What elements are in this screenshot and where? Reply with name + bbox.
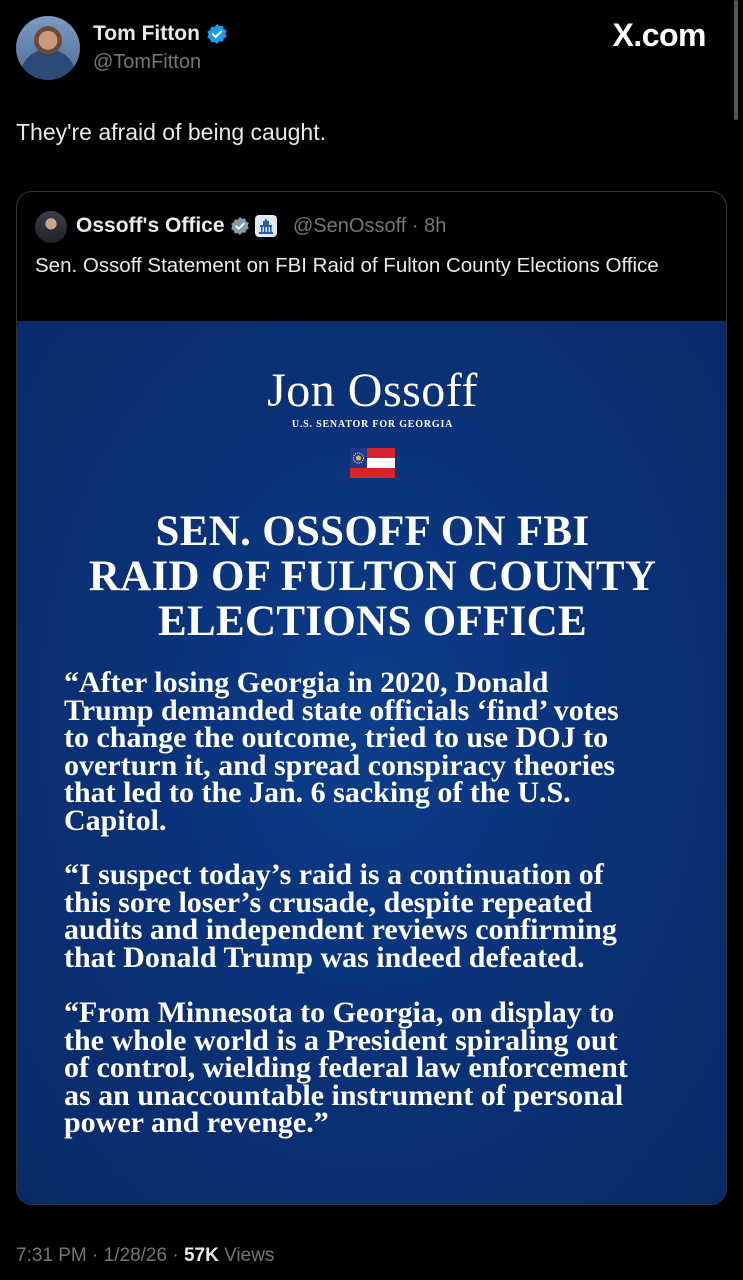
paragraph-line: as an unaccountable instrument of personal [64,1078,624,1112]
meta-separator: · [411,215,419,237]
quoted-meta [293,215,446,238]
author-handle[interactable]: @TomFitton [93,51,202,73]
quoted-tweet-card[interactable] [16,191,727,1205]
meta-separator: · [92,1245,99,1266]
headline-line: RAID OF FULTON COUNTY [88,553,657,600]
quoted-handle[interactable]: @SenOssoff [293,215,407,237]
senator-logo-subtitle: U.S. SENATOR FOR GEORGIA [291,419,454,430]
author-name-text: Tom Fitton [93,22,200,45]
statement-paragraph [64,666,694,837]
quoted-author-name[interactable] [76,214,277,238]
meta-separator: · [172,1245,179,1266]
senator-logo-name: Jon Ossoff [267,364,478,417]
headline-line: ELECTIONS OFFICE [158,598,587,645]
tweet-text: They're afraid of being caught. [16,119,326,145]
paragraph-line: overturn it, and spread conspiracy theories [64,748,616,782]
quoted-age[interactable]: 8h [424,215,447,237]
quoted-text: Sen. Ossoff Statement on FBI Raid of Fulton County Elections Office [35,254,659,277]
scrollbar[interactable] [734,0,738,120]
views-count: 57K [183,1245,219,1266]
paragraph-line: “After losing Georgia in 2020, Donald [64,666,549,699]
statement-headline [17,509,727,644]
author-name[interactable] [93,22,228,46]
statement-paragraph [64,858,694,974]
tweet-time[interactable]: 7:31 PM [16,1245,87,1266]
headline-line: SEN. OSSOFF ON FBI [155,508,590,555]
capitol-affiliation-icon [255,215,277,237]
quoted-author-avatar[interactable] [35,211,67,243]
paragraph-line: audits and independent reviews confirming [64,913,617,946]
quoted-author-name-text: Ossoff's Office [76,214,225,237]
paragraph-line: that led to the Jan. 6 sacking of the U.S. [64,776,571,809]
verified-badge-icon [206,23,228,45]
statement-image[interactable] [17,321,727,1205]
paragraph-line: “I suspect today’s raid is a continuation of [64,858,604,891]
site-logo: X.com [612,17,706,53]
paragraph-line: Trump demanded state officials ‘find’ votes [64,693,619,727]
paragraph-line: this sore loser’s crusade, despite repeated [64,885,593,919]
statement-paragraph [64,996,694,1139]
paragraph-line: Capitol. [64,803,167,837]
tweet-date[interactable]: 1/28/26 [103,1245,168,1266]
paragraph-line: that Donald Trump was indeed defeated. [64,940,585,974]
paragraph-line: power and revenge.” [64,1106,329,1139]
paragraph-line: the whole world is a President spiraling out [64,1023,618,1057]
georgia-flag-icon [350,448,395,478]
gov-badge-icon [230,216,250,236]
paragraph-line: of control, wielding federal law enforcement [64,1051,628,1084]
views-label: Views [224,1245,275,1266]
author-avatar[interactable] [16,16,80,80]
paragraph-line: to change the outcome, tried to use DOJ to [64,721,609,754]
paragraph-line: “From Minnesota to Georgia, on display to [64,996,615,1029]
tweet-timestamp [16,1245,274,1267]
